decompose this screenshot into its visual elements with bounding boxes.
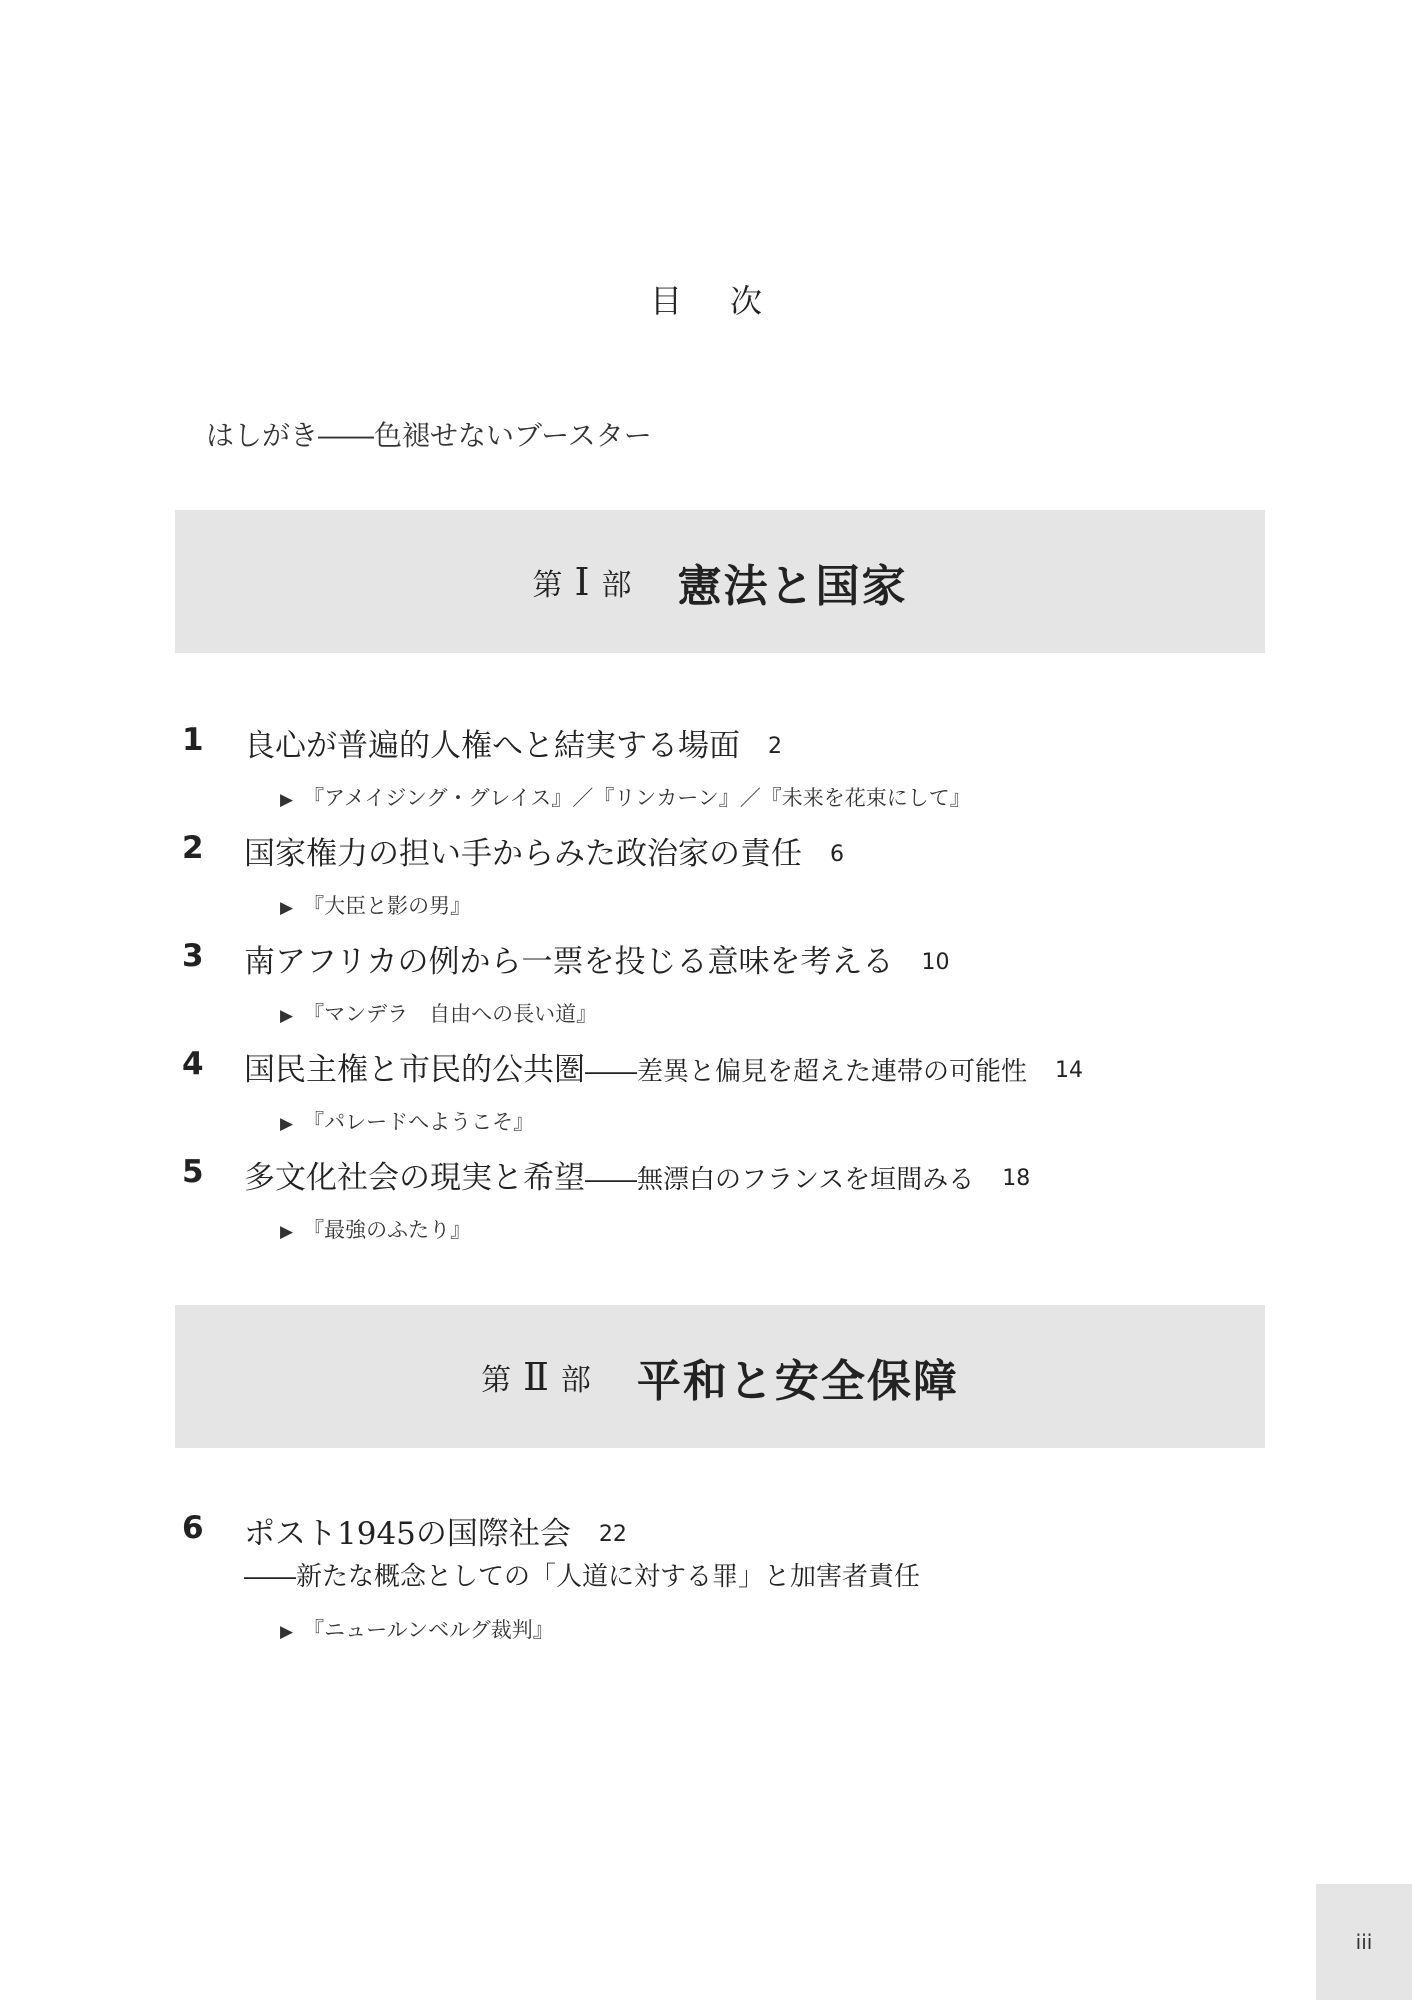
chapter-6-page: 22 — [598, 1522, 627, 1547]
chapter-4-number: 4 — [182, 1046, 204, 1082]
chapter-3-number: 3 — [182, 938, 204, 974]
triangle-icon: ▶ — [280, 1222, 294, 1242]
chapter-5-page: 18 — [1002, 1166, 1031, 1191]
chapter-1-title: 良心が普遍的人権へと結実する場面 2 — [244, 728, 782, 764]
chapter-1-page: 2 — [768, 734, 782, 759]
chapter-2-films: ▶ 『大臣と影の男』 — [280, 894, 472, 918]
page-number: iii — [1355, 1930, 1373, 1954]
chapter-4-page: 14 — [1055, 1058, 1084, 1083]
chapter-3-title: 南アフリカの例から一票を投じる意味を考える 10 — [244, 944, 950, 980]
chapter-4-films: ▶ 『パレードへようこそ』 — [280, 1110, 535, 1134]
chapter-1-films: ▶ 『アメイジング・グレイス』／『リンカーン』／『未来を花束にして』 — [280, 786, 971, 810]
part-1-header — [175, 510, 1265, 653]
chapter-3-page: 10 — [921, 950, 950, 975]
triangle-icon: ▶ — [280, 898, 294, 918]
chapter-5-title: 多文化社会の現実と希望――無漂白のフランスを垣間みる 18 — [244, 1160, 1031, 1196]
part-1-number: 第 Ⅰ 部 — [532, 559, 632, 604]
chapter-5-films: ▶ 『最強のふたり』 — [280, 1218, 472, 1242]
chapter-6-films: ▶ 『ニュールンベルグ裁判』 — [280, 1618, 554, 1642]
triangle-icon: ▶ — [280, 1622, 294, 1642]
toc-title: 目次 — [649, 282, 810, 320]
part-2-number: 第 Ⅱ 部 — [481, 1354, 591, 1399]
triangle-icon: ▶ — [280, 790, 294, 810]
chapter-2-number: 2 — [182, 830, 204, 866]
chapter-3-films: ▶ 『マンデラ 自由への長い道』 — [280, 1002, 598, 1026]
chapter-4-title: 国民主権と市民的公共圏――差異と偏見を超えた連帯の可能性 14 — [244, 1052, 1084, 1088]
chapter-2-page: 6 — [830, 842, 844, 867]
page-number-tab — [1316, 1884, 1412, 2000]
chapter-1-number: 1 — [182, 722, 204, 758]
triangle-icon: ▶ — [280, 1114, 294, 1134]
chapter-5-number: 5 — [182, 1154, 204, 1190]
chapter-4-subtitle: ――差異と偏見を超えた連帯の可能性 — [585, 1057, 1028, 1087]
preface-entry: はしがき――色褪せないブースター — [206, 419, 652, 452]
chapter-6-title: ポスト1945の国際社会 22 — [244, 1516, 627, 1552]
chapter-6-subtitle: ――新たな概念としての「人道に対する罪」と加害者責任 — [244, 1562, 921, 1592]
triangle-icon: ▶ — [280, 1006, 294, 1026]
chapter-5-subtitle: ――無漂白のフランスを垣間みる — [585, 1165, 975, 1195]
chapter-2-title: 国家権力の担い手からみた政治家の責任 6 — [244, 836, 844, 872]
part-2-header — [175, 1305, 1265, 1448]
chapter-6-number: 6 — [182, 1510, 204, 1546]
part-1-title: 憲法と国家 — [677, 560, 908, 612]
part-2-title: 平和と安全保障 — [636, 1355, 959, 1407]
